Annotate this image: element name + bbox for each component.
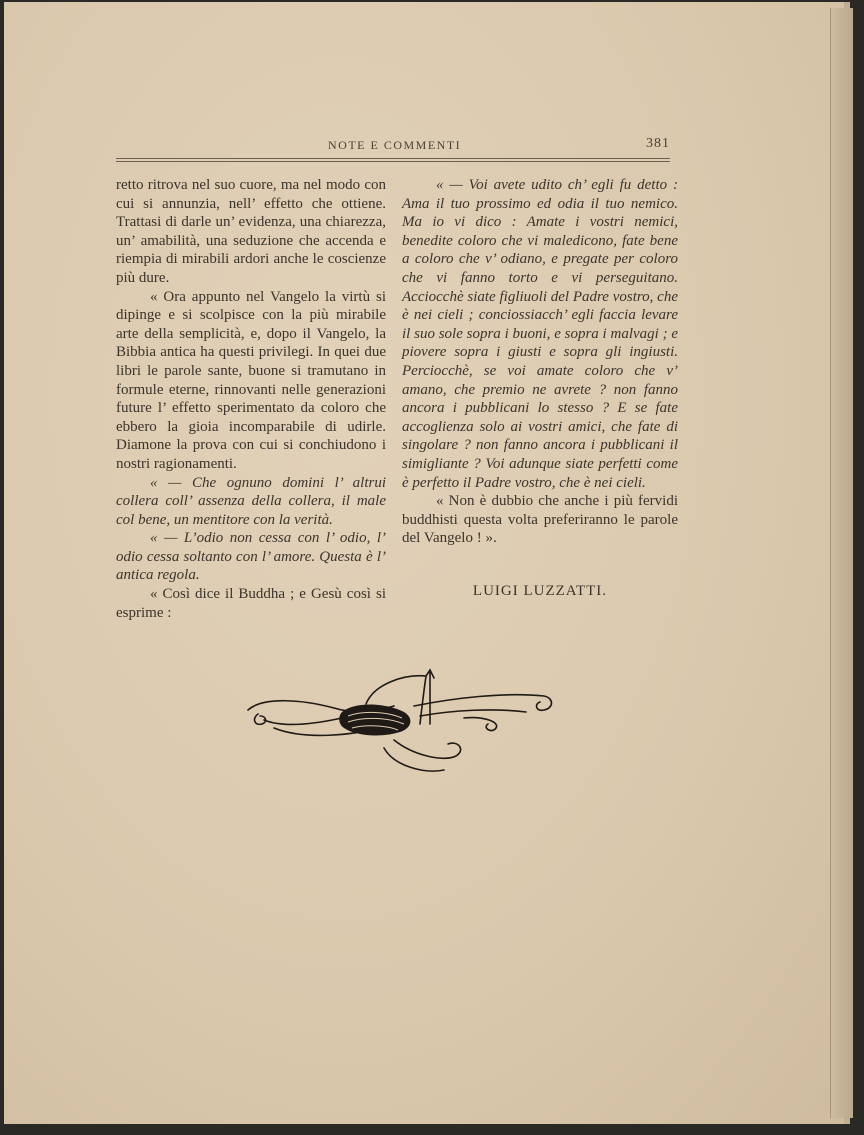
paragraph: « Ora appunto nel Vangelo la virtù si dipinge e si scolpisce con la più mirabile arte della semplicità, e, dopo il Vangelo, la Bibbia antica ha questi privilegi. In quei due libri le parole sante, buone si tramutano in formule eterne, rinnovanti nelle generazioni future l’ effetto sperimentato da coloro che ebbero la gioia incomparabile di udirle. Diamone la prova con cui si conchiudono i nostri ragionamenti. (116, 288, 386, 472)
running-title: NOTE E COMMENTI (328, 138, 462, 152)
ship-on-waves-icon (244, 666, 556, 778)
running-header (116, 136, 670, 158)
quote-paragraph: « — L’odio non cessa con l’ odio, l’ odio cessa soltanto con l’ amore. Questa è l’ antica regola. (116, 530, 386, 584)
left-column (116, 176, 386, 622)
paragraph: « Non è dubbio che anche i più fervidi buddhisti questa volta preferiranno le parole del Vangelo ! ». (402, 493, 678, 547)
page-edge (830, 8, 853, 1118)
right-column (402, 176, 678, 548)
header-rule-bottom (116, 161, 670, 162)
author-signature: LUIGI LUZZATTI. (472, 583, 608, 599)
quote-paragraph: « — Che ognuno domini l’ altrui collera coll’ assenza della collera, il male col bene, un mentitore con la verità. (116, 474, 386, 528)
paragraph: retto ritrova nel suo cuore, ma nel modo con cui si annunzia, nell’ effetto che ottiene. Trattasi di darle un’ evidenza, una chiarezza, un’ amabilità, una seduzione che accenda e riempia di mirabili ardori anche le coscienze più dure. (116, 177, 386, 286)
paragraph: « Così dice il Buddha ; e Gesù così si esprime : (116, 586, 386, 621)
quote-paragraph: « — Voi avete udito ch’ egli fu detto : Ama il tuo prossimo ed odia il tuo nemico. Ma io vi dico : Amate i vostri nemici, benedite coloro che vi maledicono, fate bene a coloro che v’ odiano, e pregate per coloro che vi fanno torto e vi perseguitano. Acciocchè siate figliuoli del Padre vostro, che è nei cieli ; conciossiacch’ egli faccia levare il suo sole sopra i buoni, e sopra i malvagi ; e piovere sopra i giusti e sopra gli ingiusti. Perciocchè, se voi amate coloro che v’ amano, che premio ne avrete ? non fanno ancora i pubblicani lo stesso ? E se fate accoglienza solo ai vostri amici, che fate di singolare ? non fanno ancora i pubblicani il simigliante ? Voi adunque siate perfetti come è perfetto il Padre vostro, che è nei cieli. (402, 177, 678, 491)
header-rule-top (116, 158, 670, 159)
page-number: 381 (646, 136, 670, 151)
